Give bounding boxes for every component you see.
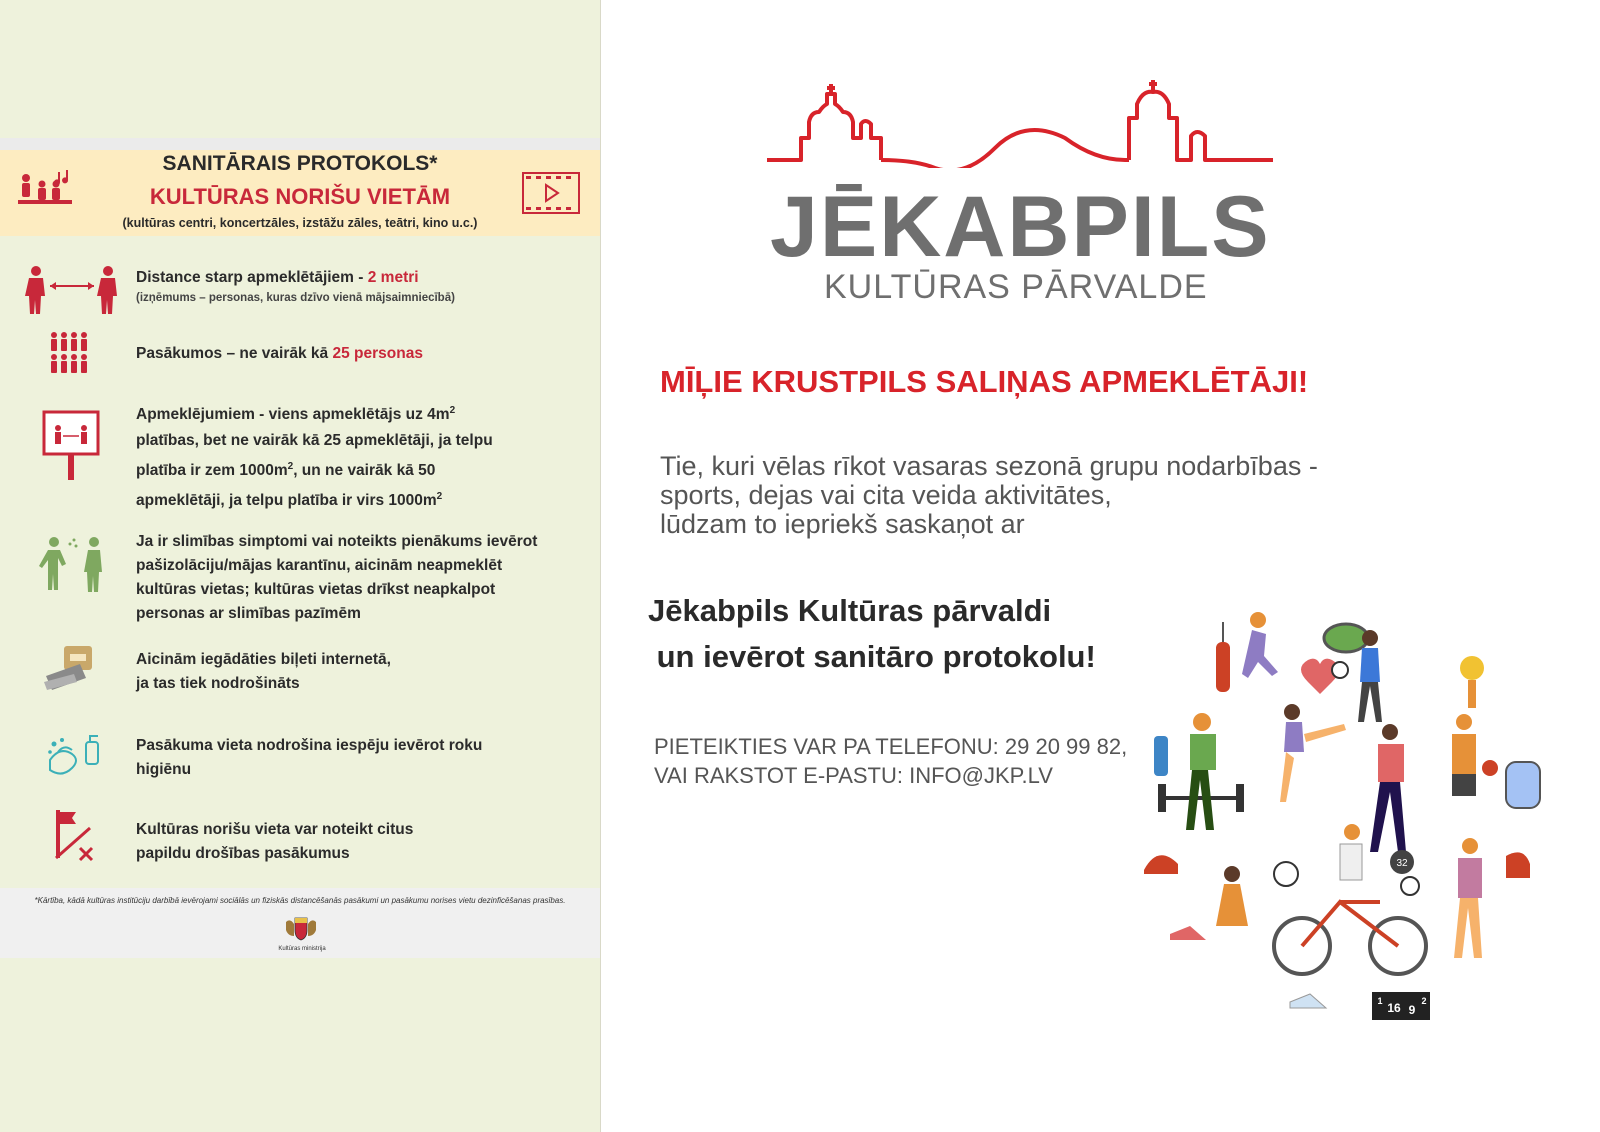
greeting-heading: MĪĻIE KRUSTPILS SALIŅAS APMEKLĒTĀJI! xyxy=(660,364,1309,399)
rule-hygiene-line2: higiēnu xyxy=(136,761,192,778)
kettlebell-number: 32 xyxy=(1396,858,1408,869)
call-line2: un ievērot sanitāro protokolu! xyxy=(648,639,1096,674)
rule-symptoms-text: Ja ir slimības simptomi vai noteikts pienākums ievērot pašizolāciju/mājas karantīnu, aicinām neapmeklēt kultūras vietas; kultūras vietas drīkst neapkalpot personas ar slimības pazīmēm xyxy=(136,533,538,622)
rule-extra-measures-text xyxy=(136,818,556,866)
panel-top-band xyxy=(0,138,600,150)
protocol-footnote: *Kārtība, kādā kultūras institūciju darbībā ievērojami sociālās un fiziskās distancēšanās pasākumi un pasākumu norises vietu dezinficēšanas prasības. xyxy=(34,896,566,905)
announcement-paragraph xyxy=(660,452,1440,539)
ticket-icon xyxy=(24,644,120,694)
rule-distance-note: (izņēmums – personas, kuras dzīvo vienā mājsaimniecībā) xyxy=(136,292,455,304)
rule-tickets-line1: Aicinām iegādāties biļeti internetā, xyxy=(136,651,391,668)
call-to-action xyxy=(648,588,1096,680)
contact-info xyxy=(654,732,1127,790)
protocol-title: SANITĀRAIS PROTOKOLS* xyxy=(162,152,438,175)
rule-tickets-text xyxy=(136,648,556,696)
coat-of-arms-icon xyxy=(282,914,320,944)
call-line1: Jēkabpils Kultūras pārvaldi xyxy=(648,593,1052,628)
announcement-line2: sports, dejas vai cita veida aktivitātes, xyxy=(660,480,1112,510)
rule-hygiene-line1: Pasākuma vieta nodrošina iespēju ievērot roku xyxy=(136,737,483,754)
rule-distance-value: 2 metri xyxy=(367,269,419,286)
announcement-line3: lūdzam to iepriekš saskaņot ar xyxy=(660,509,1025,539)
rule-area-sup3: 2 xyxy=(287,461,294,473)
scoreboard-score-right: 9 xyxy=(1408,1003,1416,1017)
rule-max-persons-label: Pasākumos – ne vairāk kā xyxy=(136,345,333,362)
rule-tickets-line2: ja tas tiek nodrošināts xyxy=(136,675,300,692)
scoreboard-set-right: 2 xyxy=(1421,996,1427,1006)
contact-email: VAI RAKSTOT E-PASTU: INFO@JKP.LV xyxy=(654,763,1053,788)
rule-area-sup4: 2 xyxy=(436,491,443,503)
sick-person-icon xyxy=(24,534,120,594)
sports-collage-illustration xyxy=(1140,612,1580,1062)
logo-subtitle: KULTŪRAS PĀRVALDE xyxy=(824,268,1208,306)
rule-hygiene-text xyxy=(136,734,556,782)
scoreboard-score-left: 16 xyxy=(1387,1001,1401,1015)
city-skyline-logo-icon xyxy=(765,78,1275,168)
rule-distance-label: Distance starp apmeklētājiem - xyxy=(136,269,368,286)
rule-max-persons-text xyxy=(136,342,556,366)
ministry-label: Kultūras ministrija xyxy=(278,946,326,952)
flag-cross-icon xyxy=(24,808,120,864)
rule-area-sup1: 2 xyxy=(449,405,456,416)
people-group-icon xyxy=(24,330,120,378)
rule-area-line1: Apmeklējumiem - viens apmeklētājs uz 4m xyxy=(136,406,450,424)
rule-area-line4: apmeklētāji, ja telpu platība ir virs 1000m xyxy=(136,492,437,510)
video-play-icon[interactable] xyxy=(522,172,580,214)
rule-distance-text xyxy=(136,266,556,306)
protocol-scope: (kultūras centri, koncertzāles, izstāžu zāles, teātri, kino u.c.) xyxy=(122,216,478,230)
rule-max-persons-value: 25 personas xyxy=(332,345,423,362)
rule-area-text xyxy=(136,398,556,514)
distance-icon xyxy=(24,266,120,316)
scoreboard-set-left: 1 xyxy=(1377,996,1383,1006)
rule-area-line3: platība ir zem 1000m xyxy=(136,462,288,480)
rule-extra-measures-line1: Kultūras norišu vieta var noteikt citus xyxy=(136,821,414,838)
rule-extra-measures-line2: papildu drošības pasākumus xyxy=(136,845,350,862)
contact-phone: PIETEIKTIES VAR PA TELEFONU: 29 20 99 82, xyxy=(654,734,1128,759)
announcement-line1: Tie, kuri vēlas rīkot vasaras sezonā grupu nodarbības - xyxy=(660,451,1318,481)
protocol-subtitle: KULTŪRAS NORIŠU VIETĀM xyxy=(149,184,451,209)
rule-area-line3b: , un ne vairāk kā 50 xyxy=(293,462,436,480)
area-sign-icon xyxy=(24,406,120,482)
hand-wash-icon xyxy=(24,730,120,780)
rule-area-line2: platības, bet ne vairāk kā 25 apmeklētāji, ja telpu xyxy=(136,432,493,450)
logo-name: JĒKABPILS xyxy=(770,179,1271,275)
